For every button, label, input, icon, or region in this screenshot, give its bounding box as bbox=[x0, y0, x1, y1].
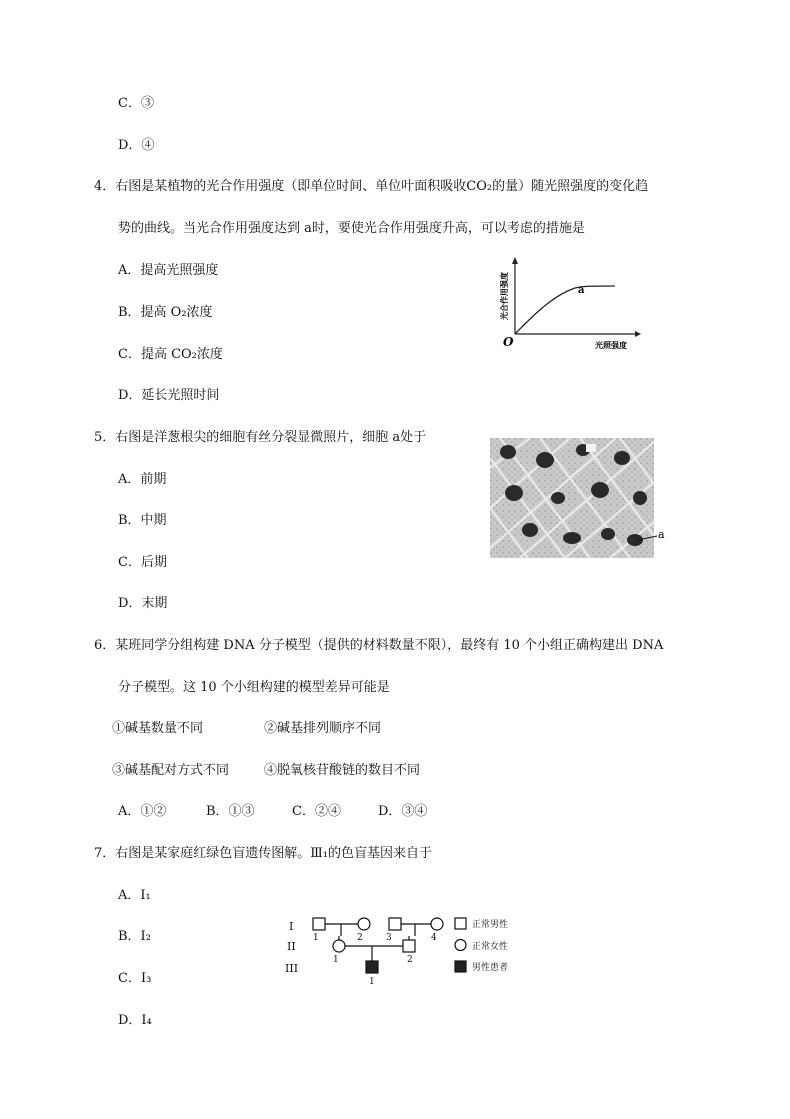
pedigree-I4-female bbox=[431, 918, 443, 930]
legend-female-symbol bbox=[455, 940, 466, 951]
q7-option-c[interactable]: C．I₃ bbox=[118, 971, 152, 986]
q7-option-b[interactable]: B．I₂ bbox=[118, 929, 151, 944]
legend-patient-symbol bbox=[455, 961, 466, 972]
generation-label-3: III bbox=[285, 962, 299, 975]
photosynthesis-graph bbox=[495, 256, 645, 354]
q4-stem-line2: 势的曲线。当光合作用强度达到 a时，要使光合作用强度升高，可以考虑的措施是 bbox=[118, 221, 585, 236]
q5-option-d[interactable]: D．末期 bbox=[118, 596, 168, 611]
q4-option-c[interactable]: C．提高 CO₂浓度 bbox=[118, 347, 223, 362]
micrograph-label-a: a bbox=[658, 528, 665, 541]
photosynthesis-curve bbox=[515, 286, 615, 334]
q4-stem-line1: 4．右图是某植物的光合作用强度（即单位时间、单位叶面积吸收CO₂的量）随光照强度的变化趋 bbox=[94, 179, 649, 194]
legend-male-symbol bbox=[455, 918, 466, 929]
q5-option-a[interactable]: A．前期 bbox=[118, 472, 167, 487]
q4-option-a[interactable]: A．提高光照强度 bbox=[118, 263, 219, 278]
q7-stem: 7．右图是某家庭红绿色盲遗传图解。Ⅲ₁的色盲基因来自于 bbox=[94, 846, 433, 861]
pedigree-I3-male bbox=[389, 918, 401, 930]
pedigree-num-II1: 1 bbox=[333, 955, 339, 965]
pedigree-I1-male bbox=[313, 918, 325, 930]
legend-male-label: 正常男性 bbox=[472, 920, 509, 930]
graph-origin: O bbox=[503, 335, 514, 349]
q7-option-d[interactable]: D．I₄ bbox=[118, 1013, 152, 1028]
q6-option-d[interactable]: D．③④ bbox=[378, 804, 428, 819]
q6-option-b[interactable]: B．①③ bbox=[206, 804, 255, 819]
legend-female-label: 正常女性 bbox=[472, 942, 509, 952]
q5-option-c[interactable]: C．后期 bbox=[118, 555, 167, 570]
onion-root-micrograph bbox=[490, 438, 670, 558]
pedigree-num-III1: 1 bbox=[369, 977, 375, 987]
q4-option-b[interactable]: B．提高 O₂浓度 bbox=[118, 305, 213, 320]
pedigree-num-I3: 3 bbox=[386, 933, 392, 943]
q6-stem-line1: 6．某班同学分组构建 DNA 分子模型（提供的材料数量不限），最终有 10 个小组正确构建出 DNA bbox=[94, 638, 664, 653]
legend-patient-label: 男性患者 bbox=[472, 963, 509, 973]
q4-option-d[interactable]: D．延长光照时间 bbox=[118, 388, 220, 403]
q6-stem-line2: 分子模型。这 10 个小组构建的模型差异可能是 bbox=[118, 680, 390, 695]
q6-item-2: ②碱基排列顺序不同 bbox=[264, 721, 382, 736]
graph-y-label: 光合作用强度 bbox=[499, 272, 509, 320]
q6-item-4: ④脱氧核苷酸链的数目不同 bbox=[264, 763, 421, 778]
q6-item-3: ③碱基配对方式不同 bbox=[112, 763, 230, 778]
pedigree-II1-female bbox=[333, 940, 345, 952]
pedigree-chart bbox=[284, 912, 529, 988]
graph-point-a: a bbox=[578, 285, 585, 296]
q5-stem: 5．右图是洋葱根尖的细胞有丝分裂显微照片，细胞 a处于 bbox=[94, 430, 427, 445]
q7-option-a[interactable]: A．I₁ bbox=[118, 888, 151, 903]
pedigree-num-I4: 4 bbox=[431, 933, 437, 943]
q6-option-a[interactable]: A．①② bbox=[118, 804, 167, 819]
q3-option-d[interactable]: D．④ bbox=[118, 138, 155, 153]
pedigree-I2-female bbox=[358, 918, 370, 930]
pedigree-III1-patient bbox=[366, 961, 378, 973]
pedigree-II2-male bbox=[403, 940, 415, 952]
q3-option-c[interactable]: C．③ bbox=[118, 96, 154, 111]
pedigree-num-I1: 1 bbox=[313, 933, 319, 943]
pedigree-num-II2: 2 bbox=[407, 955, 413, 965]
dividing-cell-a bbox=[627, 534, 643, 546]
q5-option-b[interactable]: B．中期 bbox=[118, 513, 167, 528]
pedigree-num-I2: 2 bbox=[357, 933, 363, 943]
q6-option-c[interactable]: C．②④ bbox=[292, 804, 341, 819]
generation-label-2: II bbox=[287, 940, 296, 953]
q6-item-1: ①碱基数量不同 bbox=[112, 721, 204, 736]
generation-label-1: I bbox=[289, 920, 294, 933]
graph-x-label: 光照强度 bbox=[595, 340, 627, 350]
